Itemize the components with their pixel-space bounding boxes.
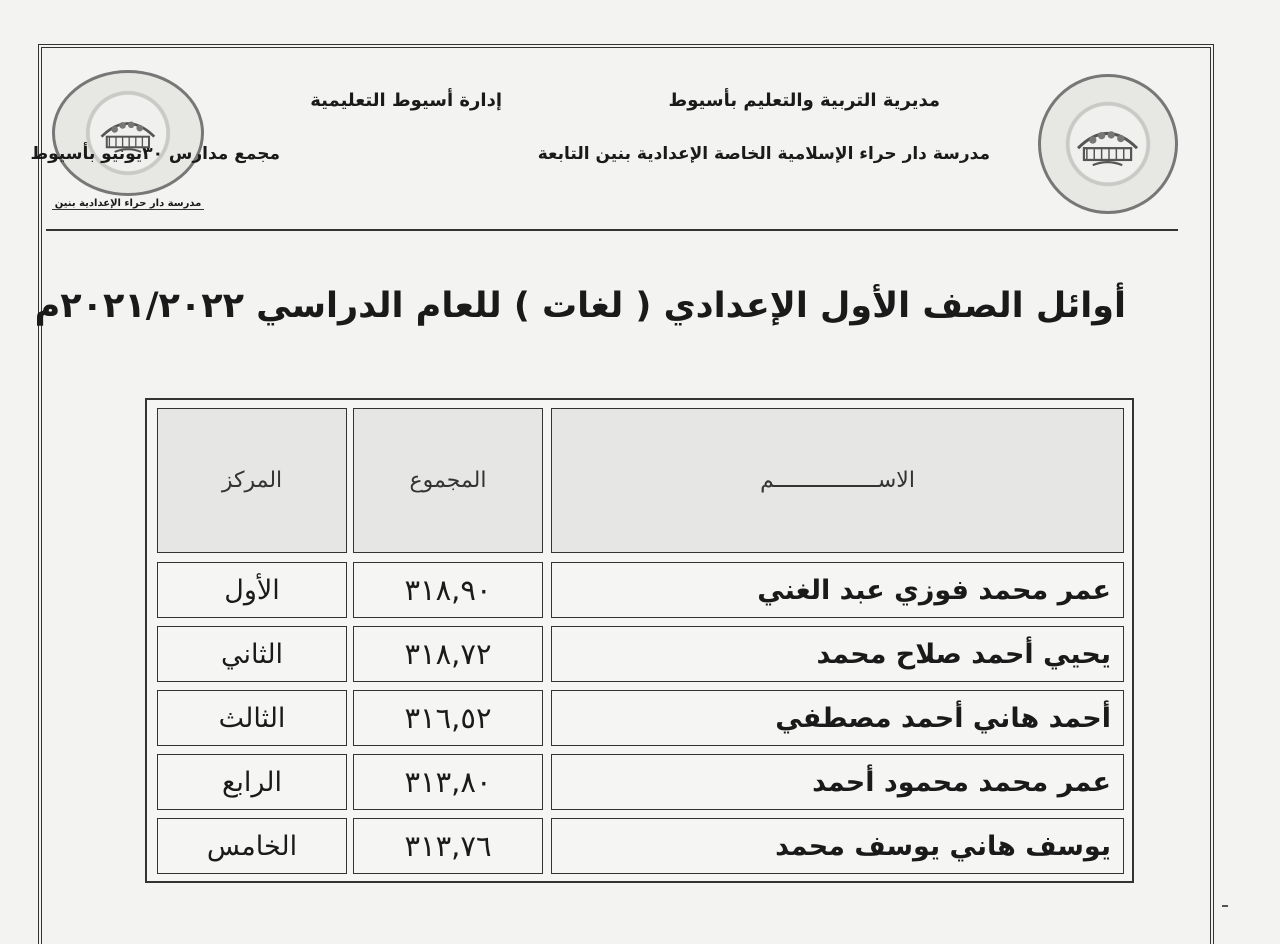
header-total: المجموع bbox=[353, 408, 543, 553]
emblem-icon bbox=[1070, 115, 1145, 174]
table-row-total: ٣١٨,٧٢ bbox=[353, 626, 543, 682]
school-logo-right bbox=[1038, 74, 1178, 214]
administration-title: إدارة أسيوط التعليمية bbox=[310, 90, 502, 111]
table-row-rank: الرابع bbox=[157, 754, 347, 810]
table-row-total: ٣١٣,٧٦ bbox=[353, 818, 543, 874]
school-logo-left bbox=[52, 70, 204, 196]
top-students-table bbox=[145, 398, 1134, 883]
table-row-rank: الثاني bbox=[157, 626, 347, 682]
header-rank: المركز bbox=[157, 408, 347, 553]
school-complex: مجمع مدارس ٣٠يونيو بأسيوط bbox=[30, 144, 280, 164]
table-row-total: ٣١٨,٩٠ bbox=[353, 562, 543, 618]
table-row-name: عمر محمد فوزي عبد الغني bbox=[551, 562, 1124, 618]
table-row-rank: الثالث bbox=[157, 690, 347, 746]
logo-caption: مدرسة دار حراء الإعدادية بنين bbox=[52, 198, 204, 210]
table-row-rank: الأول bbox=[157, 562, 347, 618]
scan-mark bbox=[1222, 905, 1228, 907]
table-row-name: يحيي أحمد صلاح محمد bbox=[551, 626, 1124, 682]
header-name: الاســــــــــــــــم bbox=[551, 408, 1124, 553]
table-row-name: يوسف هاني يوسف محمد bbox=[551, 818, 1124, 874]
directorate-title: مديرية التربية والتعليم بأسيوط bbox=[668, 90, 940, 111]
school-name: مدرسة دار حراء الإسلامية الخاصة الإعدادية بنين التابعة bbox=[537, 144, 990, 164]
table-row-total: ٣١٦,٥٢ bbox=[353, 690, 543, 746]
table-row-rank: الخامس bbox=[157, 818, 347, 874]
table-row-name: أحمد هاني أحمد مصطفي bbox=[551, 690, 1124, 746]
table-row-name: عمر محمد محمود أحمد bbox=[551, 754, 1124, 810]
document-title: أوائل الصف الأول الإعدادي ( لغات ) للعام الدراسي ٢٠٢١/٢٠٢٢م bbox=[34, 286, 1126, 326]
header-divider bbox=[46, 229, 1178, 231]
table-row-total: ٣١٣,٨٠ bbox=[353, 754, 543, 810]
